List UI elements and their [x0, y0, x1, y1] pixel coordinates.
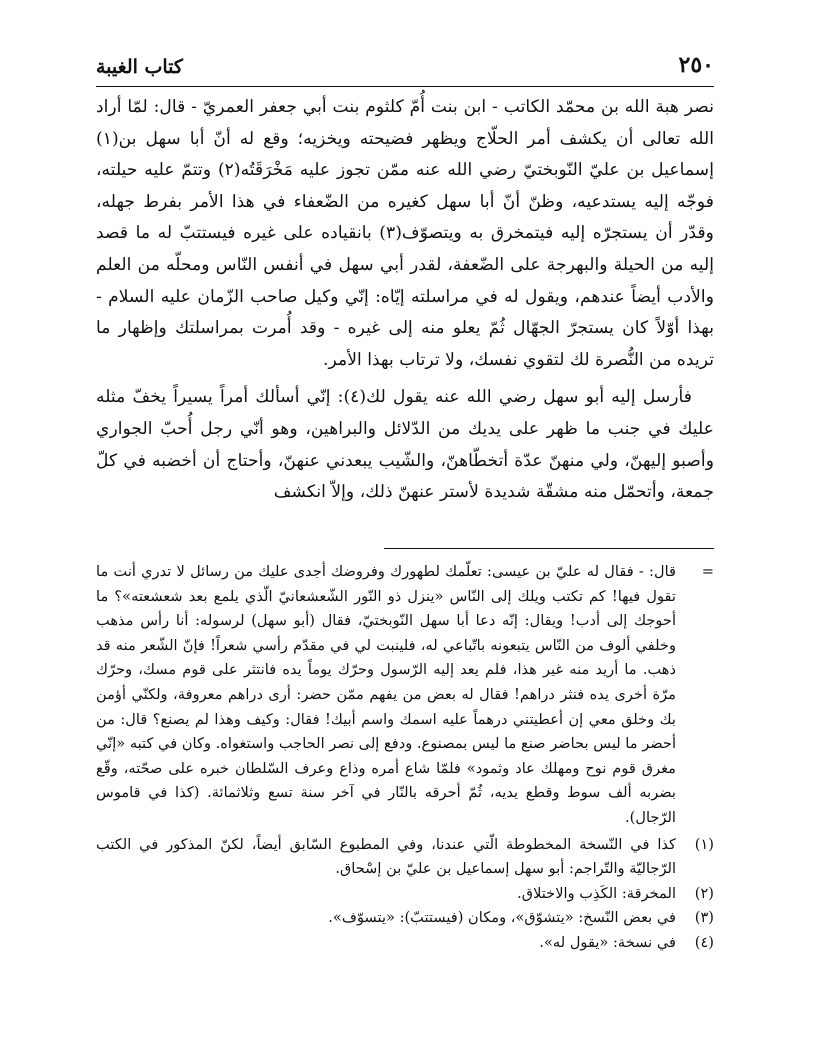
footnote-text: المخرقة: الكَذِب والاختلاق. — [517, 884, 676, 902]
footnote-4 — [96, 931, 714, 956]
paragraph: نصر هبة الله بن محمّد الكاتب - ابن بنت أُمّ كلثوم بنت أبي جعفر العمريّ - قال: لمّا أراد الله تعالى أن يكشف أمر الحلّاج ويظهر فضيحته ويخزيه؛ وقع له أنّ أبا سهل بن(١) إسماعيل بن عليّ النّوبختيّ رضي الله عنه ممّن تجوز عليه مَخْرَقَتُه(٢) وتتمّ عليه حيلته، فوجّه إليه يستدعيه، وظنّ أنّ أبا سهل كغيره من الضّعفاء في هذا الأمر بفرط جهله، وقدّر أن يستجرّه إليه فيتمخرق به ويتصوّف(٣) بانقياده على غيره فيستتبّ له ما قصد إليه من الحيلة والبهرجة على الضّعفة، لقدر أبي سهل في أنفس النّاس ومحلّه من العلم والأدب أيضاً عندهم، ويقول له في مراسلته إيّاه: إنّي وكيل صاحب الزّمان عليه السلام - بهذا أوّلاً كان يستجرّ الجهّال ثُمّ يعلو منه إلى غيره - وقد أُمرت بمراسلتك وإظهار ما تريده من النُّصرة لك لتقوي نفسك، ولا ترتاب بهذا الأمر. — [96, 97, 714, 370]
footnotes — [96, 560, 714, 956]
footnote-number: (٢) — [694, 884, 714, 902]
footnote-3 — [96, 906, 714, 931]
footnote-continuation — [96, 560, 714, 831]
footnote-text: في بعض النّسخ: «يتشوّق»، ومكان (فيستتبّ): «يتسوّف». — [328, 909, 676, 927]
footnote-2 — [96, 882, 714, 907]
footnote-1 — [96, 833, 714, 882]
main-text — [96, 92, 714, 509]
header-rule — [96, 86, 714, 87]
running-header — [96, 38, 714, 78]
running-title: كتاب الغيبة — [96, 56, 183, 78]
paragraph: فأرسل إليه أبو سهل رضي الله عنه يقول لك(٤): إنّي أسألك أمراً يسيراً يخفّ مثله عليك في جنب ما ظهر على يديك من الدّلائل والبراهين، وهو أنّي رجل أُحبّ الجواري وأصبو إليهنّ، ولي منهنّ عدّة أتخطّاهنّ، والشّيب يبعدني عنهنّ، وأحتاج أن أخضبه في كلّ جمعة، وأتحمّل منه مشقّة شديدة لأستر عنهنّ ذلك، وإلاّ انكشف — [96, 387, 714, 503]
footnote-number: (١) — [694, 835, 714, 853]
footnote-number: (٣) — [694, 909, 714, 927]
footnote-text: قال: - فقال له عليّ بن عيسى: تعلّمك لطهورك وفروضك أجدى عليك من رسائل لا تدري أنت ما تقول فيها! كم تكتب ويلك إلى النّاس «ينزل ذو النّور الشّعشعانيّ الّذي يلمع بعد شعشعته»؟ ما أحوجك إلى أدب! ويقال: إنّه دعا أبا سهل النّوبختيّ، فقال (أبو سهل) لرسوله: أنا رأس مذهب وخلفي ألوف من النّاس يتبعونه باتّباعي له، فلينبت لي في مقدّم رأسي شعراً! فإنّ الشّعر منه قد ذهب. ما أريد منه غير هذا، فلم يعد إليه الرّسول وحرّك يوماً يده فانتثر على قوم مسك، وحرّك مرّة أخرى يده فنثر دراهم! فقال له بعض من يفهم ممّن حضر: أرى دراهم معروفة، ولكنّي أؤمن بك وخلق معي إن أعطيتني درهماً عليه اسمك واسم أبيك! فقال: وكيف وهذا لم يصنع؟ قال: من أحضر ما ليس بحاضر صنع ما ليس بمصنوع. ودفع إلى نصر الحاجب واستغواه. وكان في كتبه «إنّي مغرق قوم نوح ومهلك عاد وثمود» فلمّا شاع أمره وذاع وعرف السّلطان خبره على صحّته، وقّع بضربه ألف سوط وقطع يديه، ثُمّ أحرقه بالنّار في آخر سنة تسع وثلاثمائة. (كذا في قاموس الرّجال). — [95, 563, 676, 826]
footnote-number: (٤) — [694, 933, 714, 951]
continuation-mark: = — [701, 563, 714, 580]
footnote-rule — [384, 548, 714, 549]
page-number: ٢٥٠ — [678, 52, 714, 78]
footnote-text: كذا في النّسخة المخطوطة الّتي عندنا، وفي المطبوع السّابق أيضاً، لكنّ المذكور في الكتب الرّجاليّة والتّراجم: أبو سهل إسماعيل بن عليّ بن إسْحاق. — [96, 835, 676, 878]
footnote-text: في نسخة: «يقول له». — [539, 933, 676, 951]
